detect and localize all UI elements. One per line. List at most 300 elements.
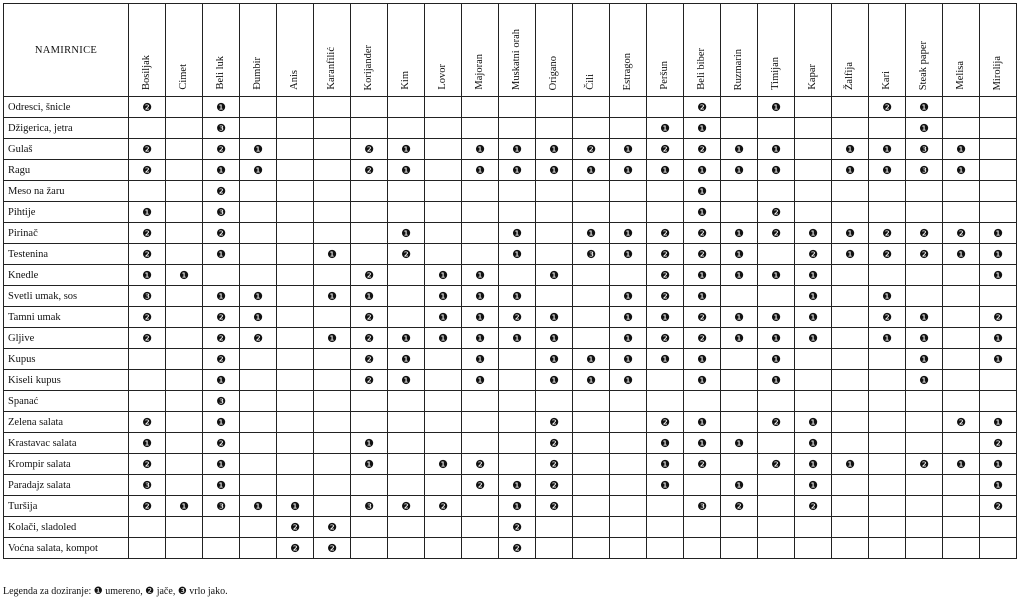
dosage-mark: ❶ [499, 496, 536, 517]
empty-cell [240, 202, 277, 223]
dosage-mark: ❷ [129, 412, 166, 433]
dosage-mark: ❸ [906, 139, 943, 160]
dosage-mark: ❷ [647, 244, 684, 265]
empty-cell [647, 496, 684, 517]
empty-cell [166, 202, 203, 223]
empty-cell [240, 244, 277, 265]
empty-cell [832, 433, 869, 454]
table-body [4, 97, 1017, 559]
empty-cell [832, 475, 869, 496]
dosage-mark: ❶ [647, 118, 684, 139]
empty-cell [980, 160, 1017, 181]
empty-cell [462, 202, 499, 223]
dosage-mark: ❷ [499, 307, 536, 328]
dosage-mark: ❶ [462, 370, 499, 391]
empty-cell [277, 139, 314, 160]
dosage-mark: ❶ [240, 139, 277, 160]
empty-cell [499, 349, 536, 370]
empty-cell [166, 118, 203, 139]
dosage-mark: ❶ [647, 307, 684, 328]
dosage-mark: ❶ [684, 202, 721, 223]
dosage-mark: ❷ [425, 496, 462, 517]
empty-cell [832, 517, 869, 538]
empty-cell [610, 97, 647, 118]
food-name: Spanać [4, 391, 129, 412]
column-header-karanfilic [314, 4, 351, 97]
dosage-mark: ❶ [499, 223, 536, 244]
dosage-mark: ❷ [943, 412, 980, 433]
empty-cell [832, 118, 869, 139]
empty-cell [832, 538, 869, 559]
dosage-mark: ❶ [129, 202, 166, 223]
empty-cell [573, 97, 610, 118]
dosage-mark: ❷ [388, 244, 425, 265]
empty-cell [129, 517, 166, 538]
dosage-mark: ❶ [573, 160, 610, 181]
empty-cell [314, 307, 351, 328]
empty-cell [869, 475, 906, 496]
dosage-mark: ❶ [462, 265, 499, 286]
dosage-mark: ❷ [277, 517, 314, 538]
dosage-mark: ❶ [610, 139, 647, 160]
dosage-mark: ❶ [499, 139, 536, 160]
empty-cell [499, 181, 536, 202]
dosage-mark: ❶ [906, 349, 943, 370]
dosage-mark: ❶ [351, 454, 388, 475]
empty-cell [573, 475, 610, 496]
table-row [4, 433, 1017, 454]
column-header-steak-paper [906, 4, 943, 97]
empty-cell [351, 181, 388, 202]
empty-cell [869, 496, 906, 517]
empty-cell [277, 223, 314, 244]
empty-cell [795, 97, 832, 118]
column-header-majoran [462, 4, 499, 97]
empty-cell [906, 265, 943, 286]
empty-cell [203, 265, 240, 286]
empty-cell [166, 328, 203, 349]
empty-cell [462, 244, 499, 265]
empty-cell [240, 370, 277, 391]
dosage-mark: ❶ [758, 370, 795, 391]
dosage-mark: ❷ [536, 496, 573, 517]
empty-cell [388, 412, 425, 433]
empty-cell [721, 538, 758, 559]
empty-cell [388, 286, 425, 307]
dosage-mark: ❶ [869, 139, 906, 160]
legend-prefix: Legenda za doziranje: [3, 586, 92, 597]
empty-cell [462, 181, 499, 202]
empty-cell [906, 181, 943, 202]
empty-cell [388, 433, 425, 454]
empty-cell [610, 475, 647, 496]
dosage-mark: ❷ [758, 202, 795, 223]
empty-cell [240, 538, 277, 559]
dosage-mark: ❷ [203, 181, 240, 202]
empty-cell [869, 454, 906, 475]
empty-cell [647, 391, 684, 412]
empty-cell [314, 118, 351, 139]
empty-cell [610, 265, 647, 286]
dosage-mark: ❶ [647, 349, 684, 370]
dosage-mark: ❷ [536, 412, 573, 433]
dosage-mark: ❸ [203, 496, 240, 517]
empty-cell [166, 286, 203, 307]
dosage-mark: ❶ [721, 328, 758, 349]
food-name: Tamni umak [4, 307, 129, 328]
table-row [4, 328, 1017, 349]
dosage-mark: ❶ [721, 139, 758, 160]
column-header-persun [647, 4, 684, 97]
empty-cell [906, 475, 943, 496]
dosage-mark: ❶ [388, 328, 425, 349]
dosage-mark: ❷ [906, 223, 943, 244]
empty-cell [943, 475, 980, 496]
dosage-mark: ❶ [462, 139, 499, 160]
column-header-cili [573, 4, 610, 97]
empty-cell [129, 538, 166, 559]
spice-table [3, 3, 1017, 559]
dosage-mark: ❶ [647, 433, 684, 454]
empty-cell [388, 475, 425, 496]
dosage-mark: ❷ [869, 307, 906, 328]
spice-label: Estragon [621, 52, 633, 90]
header-namirnice: NAMIRNICE [4, 4, 129, 97]
empty-cell [166, 454, 203, 475]
dosage-mark: ❶ [906, 118, 943, 139]
column-header-anis [277, 4, 314, 97]
empty-cell [943, 265, 980, 286]
empty-cell [758, 118, 795, 139]
empty-cell [943, 286, 980, 307]
empty-cell [758, 517, 795, 538]
empty-cell [388, 181, 425, 202]
empty-cell [166, 160, 203, 181]
dosage-mark: ❶ [573, 370, 610, 391]
empty-cell [721, 286, 758, 307]
empty-cell [943, 307, 980, 328]
dosage-mark: ❶ [351, 433, 388, 454]
empty-cell [980, 517, 1017, 538]
dosage-mark: ❶ [795, 475, 832, 496]
dosage-mark: ❶ [795, 412, 832, 433]
column-header-mirolija [980, 4, 1017, 97]
dosage-mark: ❷ [203, 139, 240, 160]
empty-cell [351, 244, 388, 265]
dosage-mark: ❷ [758, 412, 795, 433]
empty-cell [314, 433, 351, 454]
empty-cell [388, 202, 425, 223]
empty-cell [314, 496, 351, 517]
dosage-mark: ❶ [906, 370, 943, 391]
empty-cell [943, 538, 980, 559]
table-row [4, 223, 1017, 244]
empty-cell [129, 391, 166, 412]
column-header-beli-luk [203, 4, 240, 97]
empty-cell [869, 391, 906, 412]
dosage-mark: ❷ [203, 307, 240, 328]
empty-cell [647, 97, 684, 118]
empty-cell [573, 538, 610, 559]
empty-cell [684, 391, 721, 412]
column-header-beli-biber [684, 4, 721, 97]
dosage-mark: ❶ [795, 307, 832, 328]
dosage-mark: ❷ [647, 139, 684, 160]
empty-cell [425, 97, 462, 118]
empty-cell [499, 412, 536, 433]
empty-cell [573, 433, 610, 454]
empty-cell [388, 97, 425, 118]
empty-cell [462, 412, 499, 433]
column-header-melisa [943, 4, 980, 97]
spice-label: Lovor [436, 64, 448, 90]
empty-cell [980, 97, 1017, 118]
empty-cell [943, 433, 980, 454]
dosage-mark: ❶ [166, 265, 203, 286]
column-header-kim [388, 4, 425, 97]
dosage-mark: ❶ [610, 160, 647, 181]
empty-cell [277, 265, 314, 286]
dosage-mark: ❶ [832, 160, 869, 181]
dosage-mark: ❷ [277, 538, 314, 559]
empty-cell [166, 391, 203, 412]
empty-cell [536, 181, 573, 202]
empty-cell [573, 181, 610, 202]
empty-cell [240, 454, 277, 475]
dosage-mark: ❶ [203, 454, 240, 475]
dosage-mark: ❷ [795, 496, 832, 517]
empty-cell [906, 517, 943, 538]
dosage-mark: ❷ [869, 97, 906, 118]
dosage-mark: ❷ [980, 307, 1017, 328]
dosage-mark: ❶ [795, 286, 832, 307]
food-name: Džigerica, jetra [4, 118, 129, 139]
empty-cell [351, 223, 388, 244]
dosage-mark: ❶ [388, 223, 425, 244]
dosage-mark: ❶ [647, 475, 684, 496]
empty-cell [425, 160, 462, 181]
empty-cell [980, 139, 1017, 160]
empty-cell [240, 223, 277, 244]
empty-cell [610, 433, 647, 454]
empty-cell [573, 307, 610, 328]
dosage-mark: ❶ [721, 433, 758, 454]
dosage-mark: ❶ [462, 286, 499, 307]
empty-cell [277, 244, 314, 265]
dosage-mark: ❸ [129, 475, 166, 496]
empty-cell [314, 412, 351, 433]
empty-cell [240, 181, 277, 202]
dosage-mark: ❶ [240, 307, 277, 328]
dosage-mark: ❷ [647, 223, 684, 244]
dosage-mark: ❶ [499, 244, 536, 265]
dosage-mark: ❶ [314, 244, 351, 265]
legend-text-2: jače, [156, 586, 176, 597]
spice-label: Bosiljak [140, 54, 152, 90]
empty-cell [610, 538, 647, 559]
table-row [4, 538, 1017, 559]
column-header-lovor [425, 4, 462, 97]
dosage-mark: ❶ [795, 433, 832, 454]
empty-cell [277, 412, 314, 433]
dosage-mark: ❷ [203, 328, 240, 349]
food-name: Krastavac salata [4, 433, 129, 454]
empty-cell [536, 538, 573, 559]
empty-cell [943, 118, 980, 139]
dosage-mark: ❷ [536, 433, 573, 454]
empty-cell [425, 139, 462, 160]
empty-cell [610, 517, 647, 538]
empty-cell [832, 286, 869, 307]
dosage-mark: ❷ [129, 139, 166, 160]
food-name: Kupus [4, 349, 129, 370]
dosage-mark: ❷ [240, 328, 277, 349]
empty-cell [980, 286, 1017, 307]
empty-cell [721, 412, 758, 433]
empty-cell [795, 349, 832, 370]
dosage-mark: ❶ [536, 349, 573, 370]
dosage-mark: ❷ [351, 265, 388, 286]
empty-cell [832, 97, 869, 118]
dosage-mark: ❶ [240, 286, 277, 307]
dosage-mark: ❶ [388, 370, 425, 391]
empty-cell [758, 286, 795, 307]
column-header-kari [869, 4, 906, 97]
table-row [4, 307, 1017, 328]
food-name: Svetli umak, sos [4, 286, 129, 307]
dosage-mark: ❷ [647, 286, 684, 307]
food-name: Pirinač [4, 223, 129, 244]
empty-cell [943, 496, 980, 517]
dosage-mark: ❶ [832, 139, 869, 160]
dosage-mark: ❶ [980, 244, 1017, 265]
spice-label: Ruzmarin [732, 48, 744, 90]
spice-table-wrapper [3, 3, 1017, 559]
dosage-mark: ❶ [536, 370, 573, 391]
dosage-mark: ❸ [684, 496, 721, 517]
empty-cell [499, 454, 536, 475]
empty-cell [277, 370, 314, 391]
dosage-mark: ❷ [203, 223, 240, 244]
empty-cell [314, 349, 351, 370]
dosage-mark: ❶ [684, 265, 721, 286]
dosage-mark: ❶ [610, 370, 647, 391]
empty-cell [166, 97, 203, 118]
spice-label: Beli luk [214, 56, 226, 90]
dosage-mark: ❶ [758, 265, 795, 286]
empty-cell [758, 433, 795, 454]
column-header-origano [536, 4, 573, 97]
dosage-mark: ❶ [647, 454, 684, 475]
dosage-legend [3, 586, 228, 597]
food-name: Gulaš [4, 139, 129, 160]
empty-cell [425, 391, 462, 412]
dosage-mark: ❸ [203, 202, 240, 223]
empty-cell [240, 265, 277, 286]
dosage-mark: ❶ [536, 160, 573, 181]
empty-cell [832, 370, 869, 391]
empty-cell [795, 202, 832, 223]
empty-cell [536, 118, 573, 139]
empty-cell [425, 118, 462, 139]
dosage-mark: ❶ [203, 97, 240, 118]
food-name: Gljive [4, 328, 129, 349]
dosage-mark: ❷ [684, 244, 721, 265]
empty-cell [351, 118, 388, 139]
empty-cell [832, 391, 869, 412]
spice-label: Đumbir [251, 57, 263, 90]
empty-cell [610, 181, 647, 202]
empty-cell [758, 475, 795, 496]
dosage-mark: ❷ [647, 328, 684, 349]
empty-cell [240, 433, 277, 454]
dosage-mark: ❶ [536, 265, 573, 286]
empty-cell [536, 223, 573, 244]
dosage-mark: ❷ [684, 454, 721, 475]
dosage-mark: ❶ [462, 160, 499, 181]
column-header-kapar [795, 4, 832, 97]
dosage-mark: ❶ [240, 496, 277, 517]
empty-cell [166, 181, 203, 202]
empty-cell [721, 370, 758, 391]
dosage-mark: ❶ [795, 265, 832, 286]
dosage-mark: ❶ [462, 349, 499, 370]
dosage-mark: ❶ [129, 265, 166, 286]
food-name: Paradajz salata [4, 475, 129, 496]
dosage-mark: ❶ [351, 286, 388, 307]
dosage-mark: ❷ [203, 349, 240, 370]
dosage-mark: ❷ [980, 496, 1017, 517]
empty-cell [573, 517, 610, 538]
dosage-mark: ❶ [721, 244, 758, 265]
legend-glyph-1: ❶ [93, 586, 103, 597]
dosage-mark: ❷ [351, 328, 388, 349]
empty-cell [795, 118, 832, 139]
dosage-mark: ❶ [536, 307, 573, 328]
dosage-mark: ❶ [203, 370, 240, 391]
dosage-mark: ❶ [240, 160, 277, 181]
dosage-mark: ❶ [166, 496, 203, 517]
empty-cell [906, 391, 943, 412]
empty-cell [906, 202, 943, 223]
column-header-estragon [610, 4, 647, 97]
empty-cell [943, 97, 980, 118]
dosage-mark: ❶ [980, 223, 1017, 244]
dosage-mark: ❶ [684, 433, 721, 454]
dosage-mark: ❷ [129, 328, 166, 349]
empty-cell [647, 538, 684, 559]
dosage-mark: ❸ [203, 391, 240, 412]
dosage-mark: ❶ [795, 454, 832, 475]
empty-cell [129, 181, 166, 202]
table-row [4, 454, 1017, 475]
table-row [4, 118, 1017, 139]
legend-text-1: umereno, [105, 586, 143, 597]
dosage-mark: ❸ [129, 286, 166, 307]
dosage-mark: ❷ [647, 265, 684, 286]
food-name: Meso na žaru [4, 181, 129, 202]
empty-cell [943, 349, 980, 370]
dosage-mark: ❶ [758, 139, 795, 160]
empty-cell [610, 412, 647, 433]
dosage-mark: ❷ [129, 307, 166, 328]
empty-cell [166, 349, 203, 370]
table-row [4, 97, 1017, 118]
empty-cell [573, 202, 610, 223]
dosage-mark: ❶ [795, 223, 832, 244]
empty-cell [980, 202, 1017, 223]
empty-cell [573, 496, 610, 517]
